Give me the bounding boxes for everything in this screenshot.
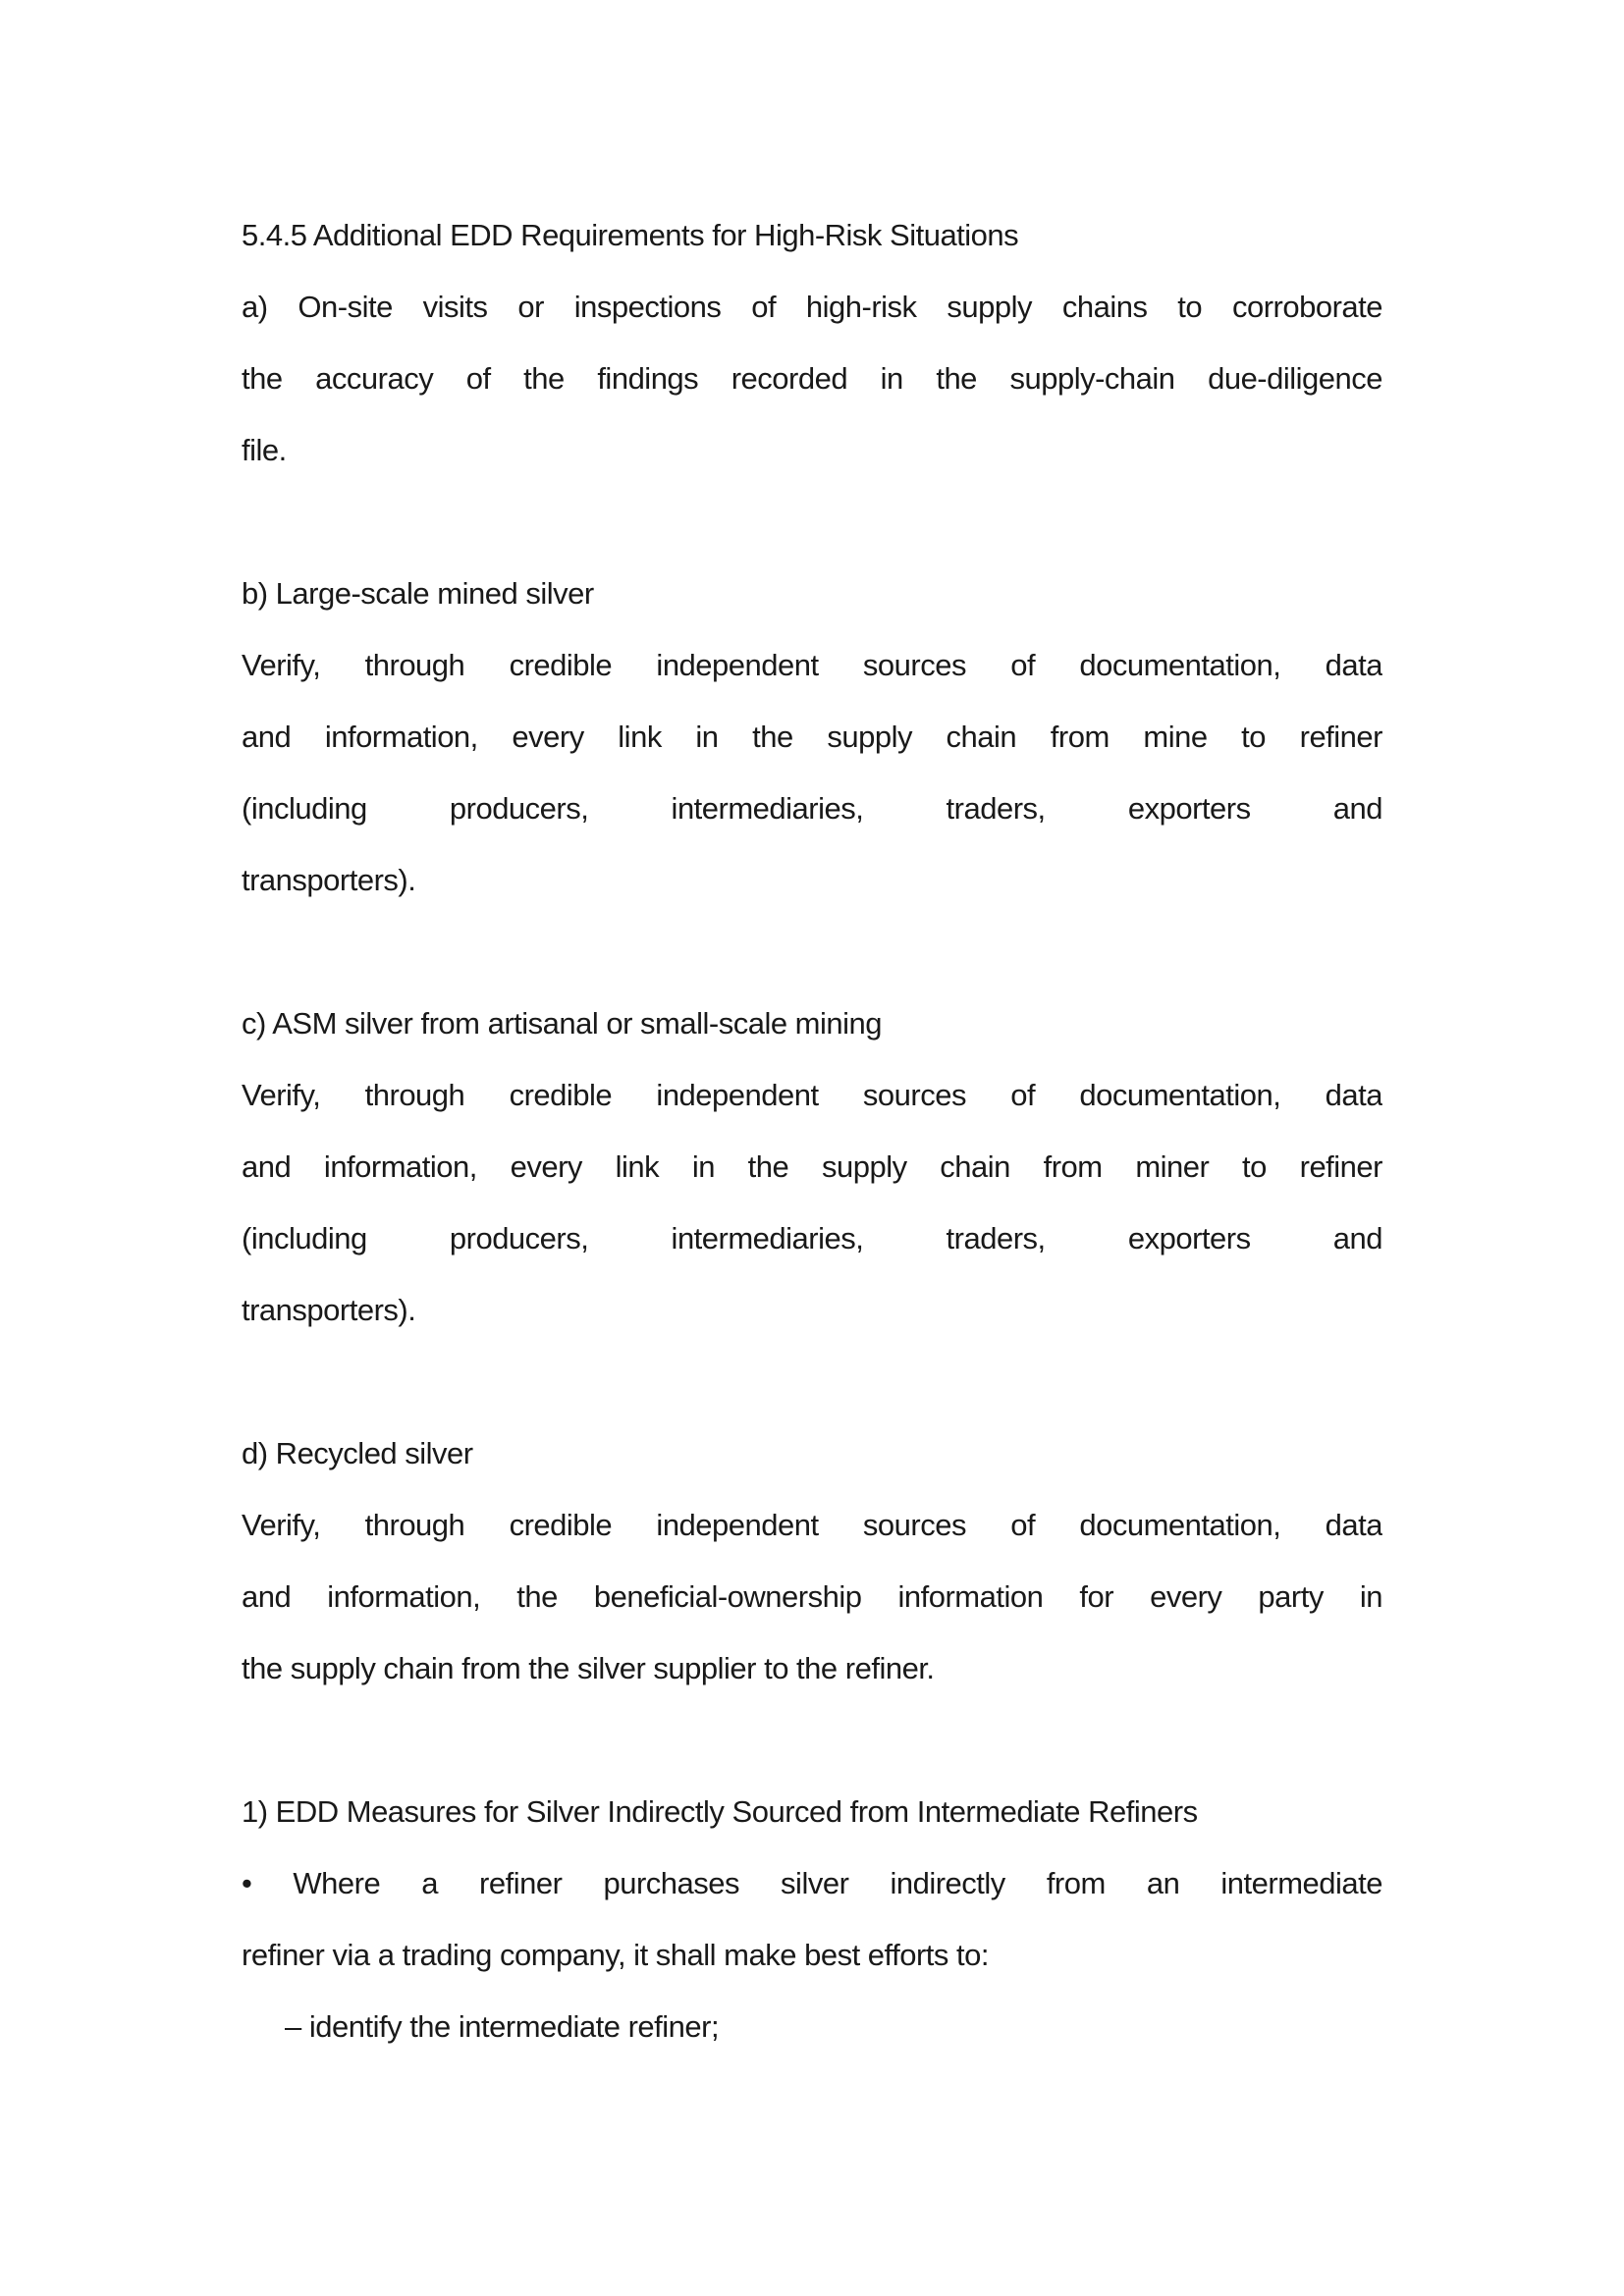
item-a-paragraph bbox=[242, 271, 1382, 486]
text-line: the supply chain from the silver supplier to the refiner. bbox=[242, 1651, 935, 1685]
document-text bbox=[242, 199, 1382, 2062]
text-line: – identify the intermediate refiner; bbox=[285, 2009, 720, 2044]
text-line: d) Recycled silver bbox=[242, 1436, 473, 1470]
text-line: Verify, through credible independent sources of documentation, data bbox=[242, 1508, 1382, 1542]
bullet-paragraph bbox=[242, 1847, 1382, 1991]
text-line: 5.4.5 Additional EDD Requirements for High-Risk Situations bbox=[242, 218, 1019, 252]
item-1-heading bbox=[242, 1776, 1382, 1847]
text-line: the accuracy of the findings recorded in the supply-chain due-diligence bbox=[242, 361, 1382, 396]
section-heading bbox=[242, 199, 1382, 271]
text-line: (including producers, intermediaries, traders, exporters and bbox=[242, 1221, 1382, 1255]
text-line: and information, every link in the supply chain from miner to refiner bbox=[242, 1149, 1382, 1184]
text-line: c) ASM silver from artisanal or small-scale mining bbox=[242, 1006, 883, 1041]
dash-subitem bbox=[242, 1991, 1382, 2062]
text-line: transporters). bbox=[242, 863, 416, 897]
text-line: Verify, through credible independent sources of documentation, data bbox=[242, 648, 1382, 682]
text-line: Verify, through credible independent sources of documentation, data bbox=[242, 1078, 1382, 1112]
text-line: • Where a refiner purchases silver indirectly from an intermediate bbox=[242, 1866, 1382, 1900]
text-line: and information, the beneficial-ownership information for every party in bbox=[242, 1579, 1382, 1614]
text-line: file. bbox=[242, 433, 287, 467]
text-line: b) Large-scale mined silver bbox=[242, 576, 594, 611]
item-b-body bbox=[242, 629, 1382, 916]
item-b-heading bbox=[242, 558, 1382, 629]
item-c-heading bbox=[242, 988, 1382, 1059]
text-line: and information, every link in the supply chain from mine to refiner bbox=[242, 720, 1382, 754]
item-d-body bbox=[242, 1489, 1382, 1704]
item-d-heading bbox=[242, 1417, 1382, 1489]
text-line: refiner via a trading company, it shall make best efforts to: bbox=[242, 1938, 989, 1972]
text-line: a) On-site visits or inspections of high-risk supply chains to corroborate bbox=[242, 290, 1382, 324]
text-line: (including producers, intermediaries, traders, exporters and bbox=[242, 791, 1382, 826]
item-c-body bbox=[242, 1059, 1382, 1346]
text-line: 1) EDD Measures for Silver Indirectly Sourced from Intermediate Refiners bbox=[242, 1794, 1198, 1829]
text-line: transporters). bbox=[242, 1293, 416, 1327]
